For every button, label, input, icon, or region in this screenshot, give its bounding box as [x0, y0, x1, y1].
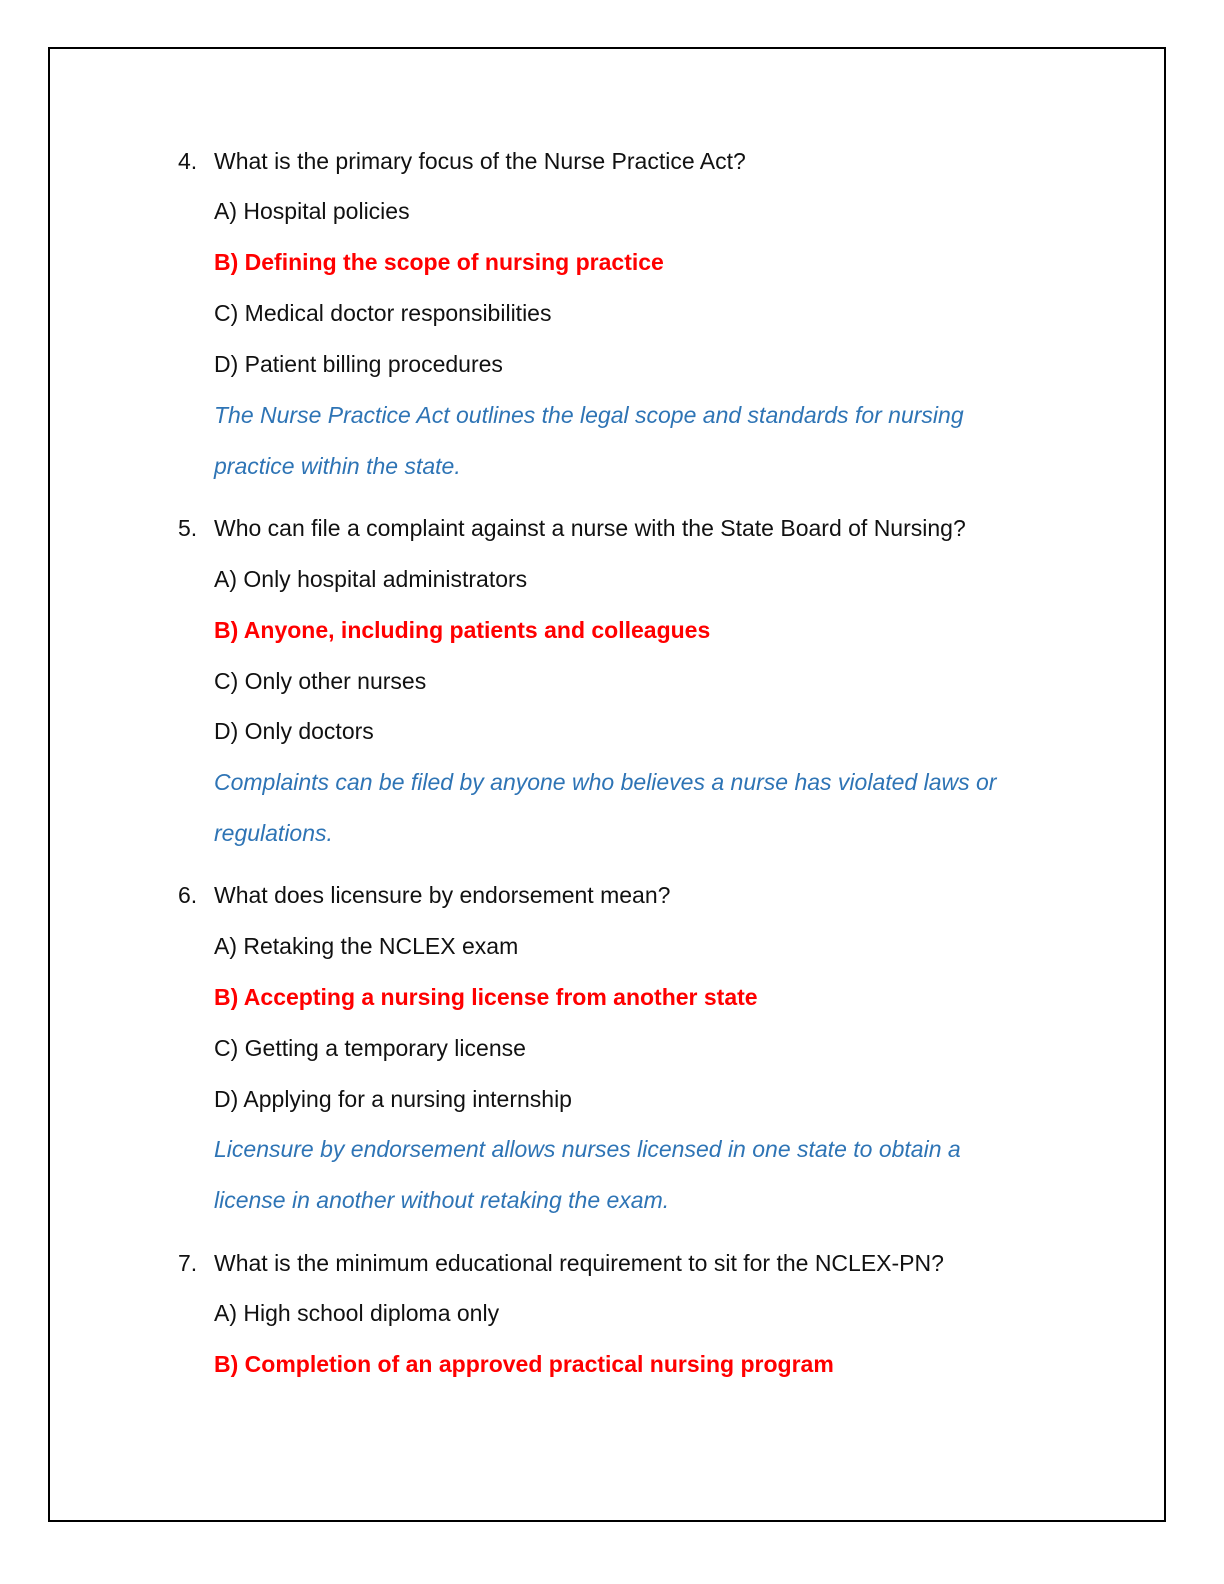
question-text: What is the primary focus of the Nurse Practice Act?: [214, 148, 746, 174]
explanation-line: practice within the state.: [214, 453, 461, 479]
explanation-line: Complaints can be filed by anyone who believes a nurse has violated laws or: [214, 769, 997, 795]
option-a: A) Only hospital administrators: [214, 566, 528, 592]
question-number: 6.: [178, 882, 198, 908]
option-d: D) Patient billing procedures: [214, 351, 503, 377]
explanation-line: Licensure by endorsement allows nurses licensed in one state to obtain a: [214, 1136, 961, 1162]
option-b-correct: B) Anyone, including patients and colleagues: [214, 617, 711, 643]
option-b-correct: B) Completion of an approved practical nursing program: [214, 1351, 834, 1377]
explanation-line: license in another without retaking the exam.: [214, 1187, 670, 1213]
question-text: What does licensure by endorsement mean?: [214, 882, 671, 908]
option-c: C) Only other nurses: [214, 668, 427, 694]
option-b-correct: B) Accepting a nursing license from another state: [214, 984, 758, 1010]
option-d: D) Applying for a nursing internship: [214, 1086, 572, 1112]
question-number: 7.: [178, 1250, 198, 1276]
option-a: A) Retaking the NCLEX exam: [214, 933, 519, 959]
question-text: What is the minimum educational requirement to sit for the NCLEX-PN?: [214, 1250, 944, 1276]
explanation-line: regulations.: [214, 820, 333, 846]
option-a: A) High school diploma only: [214, 1300, 500, 1326]
option-d: D) Only doctors: [214, 718, 374, 744]
explanation-line: The Nurse Practice Act outlines the legal scope and standards for nursing: [214, 402, 964, 428]
question-number: 5.: [178, 515, 198, 541]
option-a: A) Hospital policies: [214, 198, 410, 224]
question-number: 4.: [178, 148, 198, 174]
option-b-correct: B) Defining the scope of nursing practice: [214, 249, 664, 275]
question-text: Who can file a complaint against a nurse with the State Board of Nursing?: [214, 515, 966, 541]
option-c: C) Medical doctor responsibilities: [214, 300, 552, 326]
option-c: C) Getting a temporary license: [214, 1035, 526, 1061]
